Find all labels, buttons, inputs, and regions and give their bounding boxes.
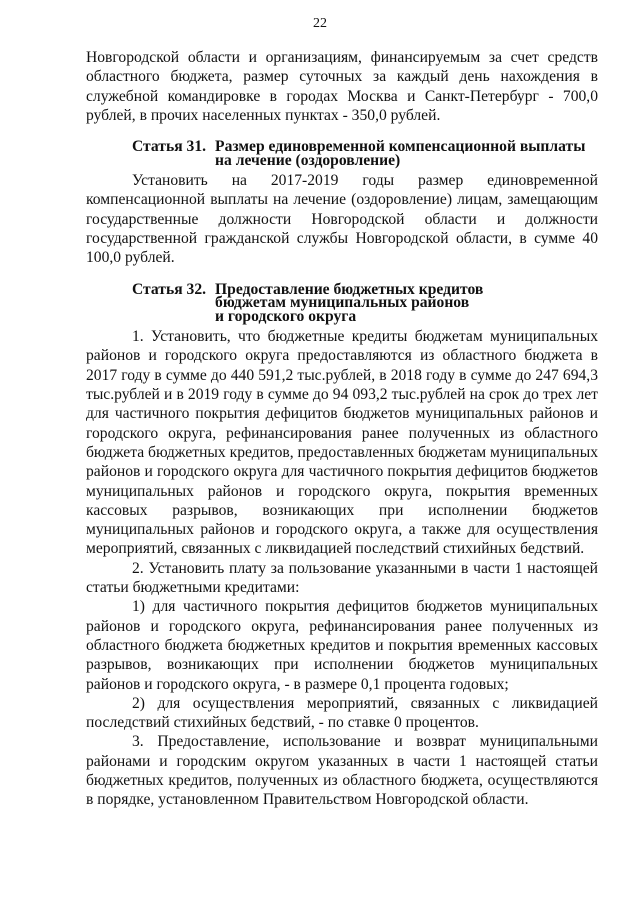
article-32-title-line: и городского округа <box>215 307 357 325</box>
article-32-part-3: 3. Предоставление, использование и возврат муниципальными районами и городским округом указанных в части 1 настоящей статьи бюджетных кредитов, полученных из областного бюджета, осуществляются в порядке, установленном Правительством Новгородской области. <box>86 733 598 809</box>
article-31-heading <box>86 140 598 167</box>
article-31-title-line: Размер единовременной компенсационной выплаты <box>215 138 586 156</box>
article-31-title <box>215 140 585 167</box>
continuation-paragraph: Новгородской области и организациям, финансируемым за счет средств областного бюджета, размер суточных за каждый день нахождения в служебной командировке в городах Москва и Санкт-Петербург - 700,0 рублей, в прочих населенных пунктах - 350,0 рублей. <box>86 49 598 124</box>
article-32-title-line: бюджетам муниципальных районов <box>215 294 470 312</box>
article-32-heading <box>86 280 598 325</box>
article-31-number: Статья 31. <box>132 138 207 156</box>
article-31-title-line: на лечение (оздоровление) <box>215 151 401 169</box>
article-32-part-2-item-1: 1) для частичного покрытия дефицитов бюджетов муниципальных районов и городского округа, рефинансирования ранее полученных из областного бюджета бюджетных кредитов и покрытия временных кассовых разрывов, возникающих при исполнении бюджетов муниципальных районов и городского округа, - в размере 0,1 процента годовых; <box>86 598 598 693</box>
document-body <box>86 48 598 810</box>
article-32-title <box>215 280 484 325</box>
article-32-title-line: Предоставление бюджетных кредитов <box>215 280 484 298</box>
page-number: 22 <box>313 16 327 31</box>
article-32-part-2: 2. Установить плату за пользование указанными в части 1 настоящей статьи бюджетными кредитами: <box>86 559 598 597</box>
article-32-part-1: 1. Установить, что бюджетные кредиты бюджетам муниципальных районов и городского округа предоставляются из областного бюджета в 2017 году в сумме до 440 591,2 тыс.рублей, в 2018 году в сумме до 247 694,3 тыс.рублей и в 2019 году в сумме до 94 093,2 тыс.рублей на срок до трех лет для частичного покрытия дефицитов бюджетов муниципальных районов и городского округа, рефинансирования ранее полученных из областного бюджета бюджетных кредитов, предоставленных бюджетам муниципальных районов и городского округа для частичного покрытия дефицитов бюджетов муниципальных районов и городского округа, покрытия временных кассовых разрывов, возникающих при исполнении бюджетов муниципальных районов и городского округа, а также для осуществления мероприятий, связанных с ликвидацией последствий стихийных бедствий. <box>86 328 598 558</box>
article-32-number: Статья 32. <box>132 280 207 298</box>
article-32-part-2-item-2: 2) для осуществления мероприятий, связанных с ликвидацией последствий стихийных бедствий, - по ставке 0 процентов. <box>86 694 598 732</box>
article-31-text: Установить на 2017-2019 годы размер единовременной компенсационной выплаты на лечение (оздоровление) лицам, замещающим государственные должности Новгородской области и должности государственной гражданской службы Новгородской области, в сумме 40 100,0 рублей. <box>86 172 598 267</box>
